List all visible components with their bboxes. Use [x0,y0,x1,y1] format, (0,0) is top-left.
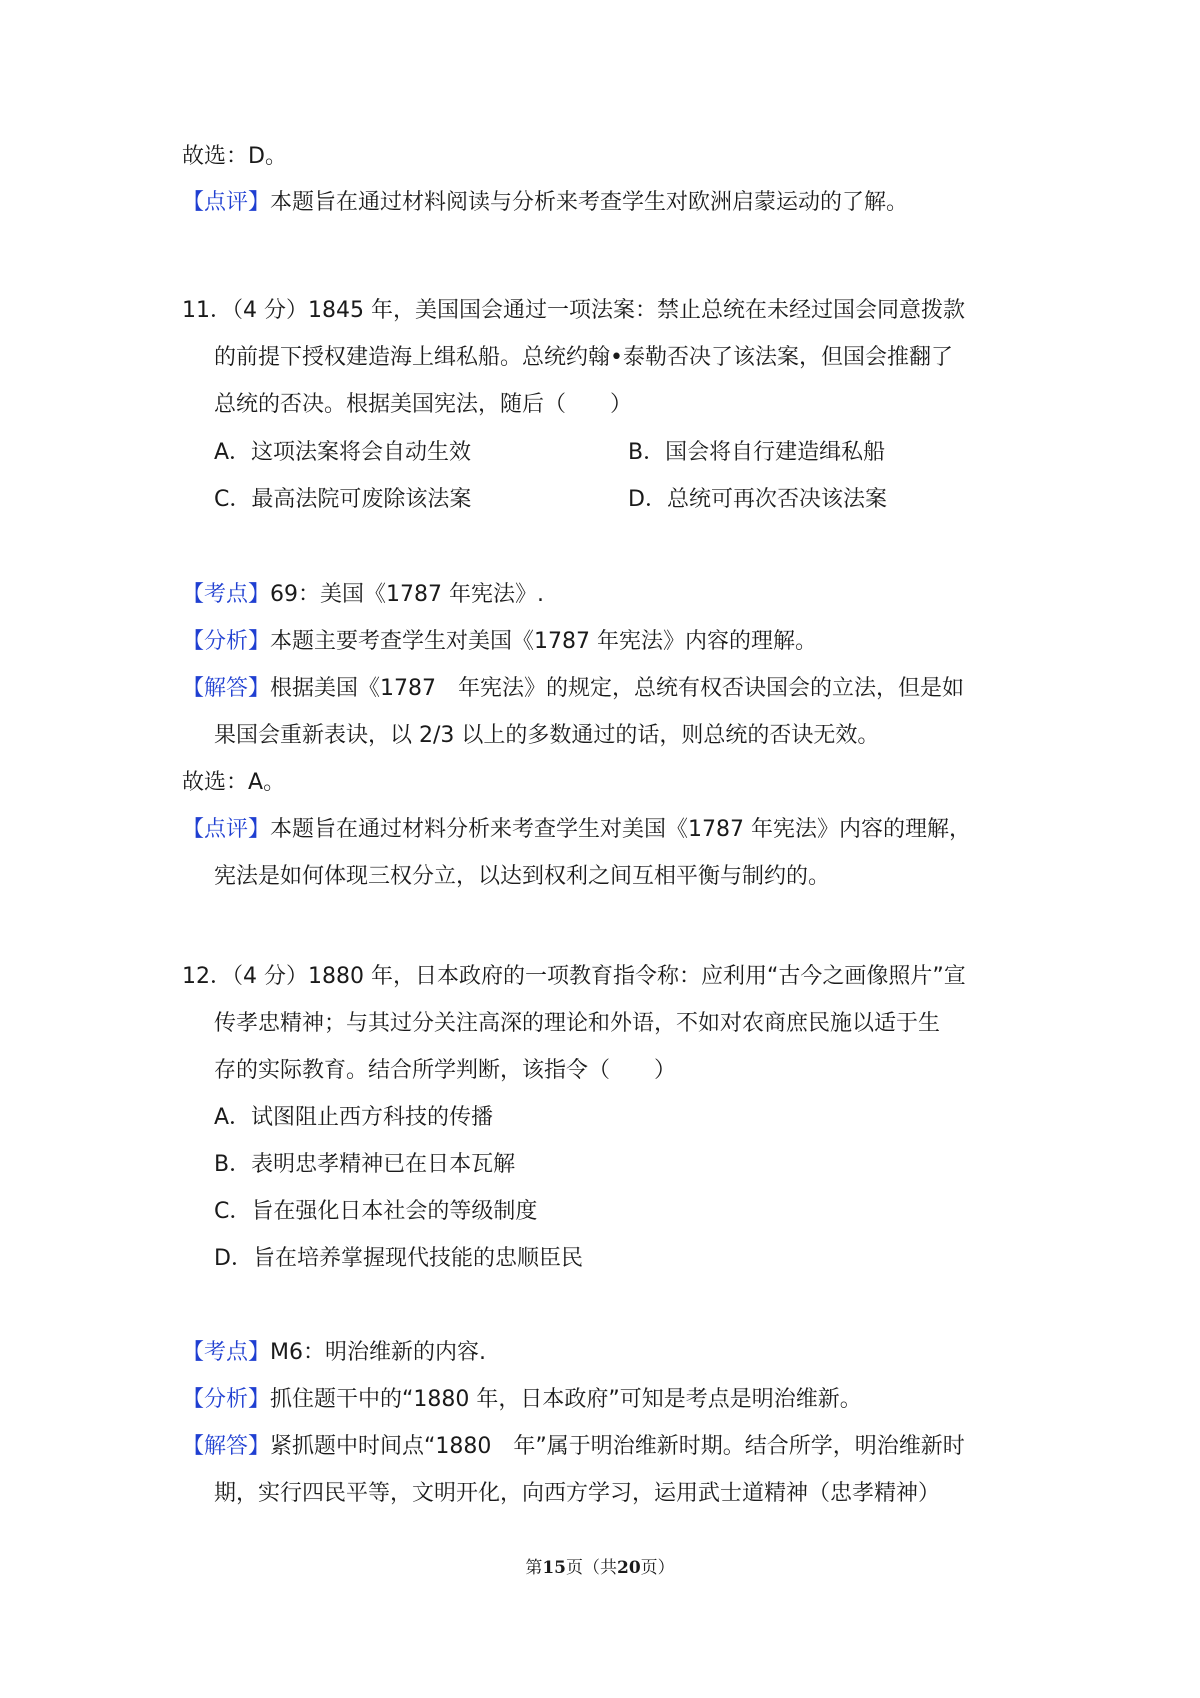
q12-stem-line-2: 传孝忠精神；与其过分关注高深的理论和外语，不如对农商庶民施以适于生 [214,1011,941,1036]
answer-value: A。 [248,770,286,795]
q11-stem-line-1: 11．（4 分）1845 年，美国国会通过一项法案：禁止总统在未经过国会同意拨款 [182,298,965,323]
footer-mid: 页（共 [566,1558,617,1578]
footer-page-number: 15 [542,1558,566,1578]
q12-fenxi [182,1385,862,1415]
kaodian-text: M6：明治维新的内容. [270,1340,486,1365]
comment-tag: 【点评】 [182,190,271,215]
answer-label: 故选： [182,770,249,795]
q12-option-b: B．表明忠孝精神已在日本瓦解 [214,1152,516,1177]
kaodian-tag: 【考点】 [182,582,271,607]
page-footer [0,1556,1200,1580]
footer-pre: 第 [525,1558,543,1578]
q11-stem-line-3: 总统的否决。根据美国宪法，随后（ ） [214,392,633,417]
jieda-tag: 【解答】 [182,676,271,701]
q11-kaodian [182,580,544,610]
q12-stem-line-1: 12．（4 分）1880 年，日本政府的一项教育指令称：应利用“古今之画像照片”宣 [182,964,966,989]
jieda-tag: 【解答】 [182,1434,271,1459]
jieda-line-1: 根据美国《1787 年宪法》的规定，总统有权否诀国会的立法，但是如 [270,676,965,701]
prev-answer [182,142,287,172]
dianping-line-1: 本题旨在通过材料分析来考查学生对美国《1787 年宪法》内容的理解， [270,817,971,842]
fenxi-tag: 【分析】 [182,1387,271,1412]
q11-option-a: A．这项法案将会自动生效 [214,440,472,465]
q11-option-b: B．国会将自行建造缉私船 [628,440,886,465]
q11-jieda [182,674,964,704]
q11-option-d: D．总统可再次否决该法案 [628,487,887,512]
q11-dianping-line-2: 宪法是如何体现三权分立，以达到权利之间互相平衡与制约的。 [214,864,831,889]
q12-option-c: C．旨在强化日本社会的等级制度 [214,1199,538,1224]
q12-jieda [182,1432,965,1462]
kaodian-text: 69：美国《1787 年宪法》. [270,582,544,607]
q11-option-c: C．最高法院可废除该法案 [214,487,472,512]
q12-kaodian [182,1338,486,1368]
fenxi-tag: 【分析】 [182,629,271,654]
q11-fenxi [182,627,817,657]
q12-stem-line-3: 存的实际教育。结合所学判断，该指令（ ） [214,1058,677,1083]
q11-dianping [182,815,971,845]
q12-option-a: A．试图阻止西方科技的传播 [214,1105,494,1130]
q12-option-d: D．旨在培养掌握现代技能的忠顺臣民 [214,1246,583,1271]
q11-stem-line-2: 的前提下授权建造海上缉私船。总统约翰•泰勒否决了该法案，但国会推翻了 [214,345,953,370]
dianping-tag: 【点评】 [182,817,271,842]
answer-label: 故选： [182,144,249,169]
comment-text: 本题旨在通过材料阅读与分析来考查学生对欧洲启蒙运动的了解。 [270,190,909,215]
q12-jieda-line-2: 期，实行四民平等，文明开化，向西方学习，运用武士道精神（忠孝精神） [214,1481,941,1506]
footer-total-pages: 20 [617,1558,641,1578]
q11-jieda-line-2: 果国会重新表诀，以 2/3 以上的多数通过的话，则总统的否诀无效。 [214,723,880,748]
fenxi-text: 本题主要考查学生对美国《1787 年宪法》内容的理解。 [270,629,817,654]
kaodian-tag: 【考点】 [182,1340,271,1365]
answer-value: D。 [248,144,287,169]
footer-post: 页） [640,1558,675,1578]
fenxi-text: 抓住题干中的“1880 年，日本政府”可知是考点是明治维新。 [270,1387,862,1412]
prev-comment [182,188,908,218]
q11-answer [182,768,285,798]
jieda-line-1: 紧抓题中时间点“1880 年”属于明治维新时期。结合所学，明治维新时 [270,1434,965,1459]
